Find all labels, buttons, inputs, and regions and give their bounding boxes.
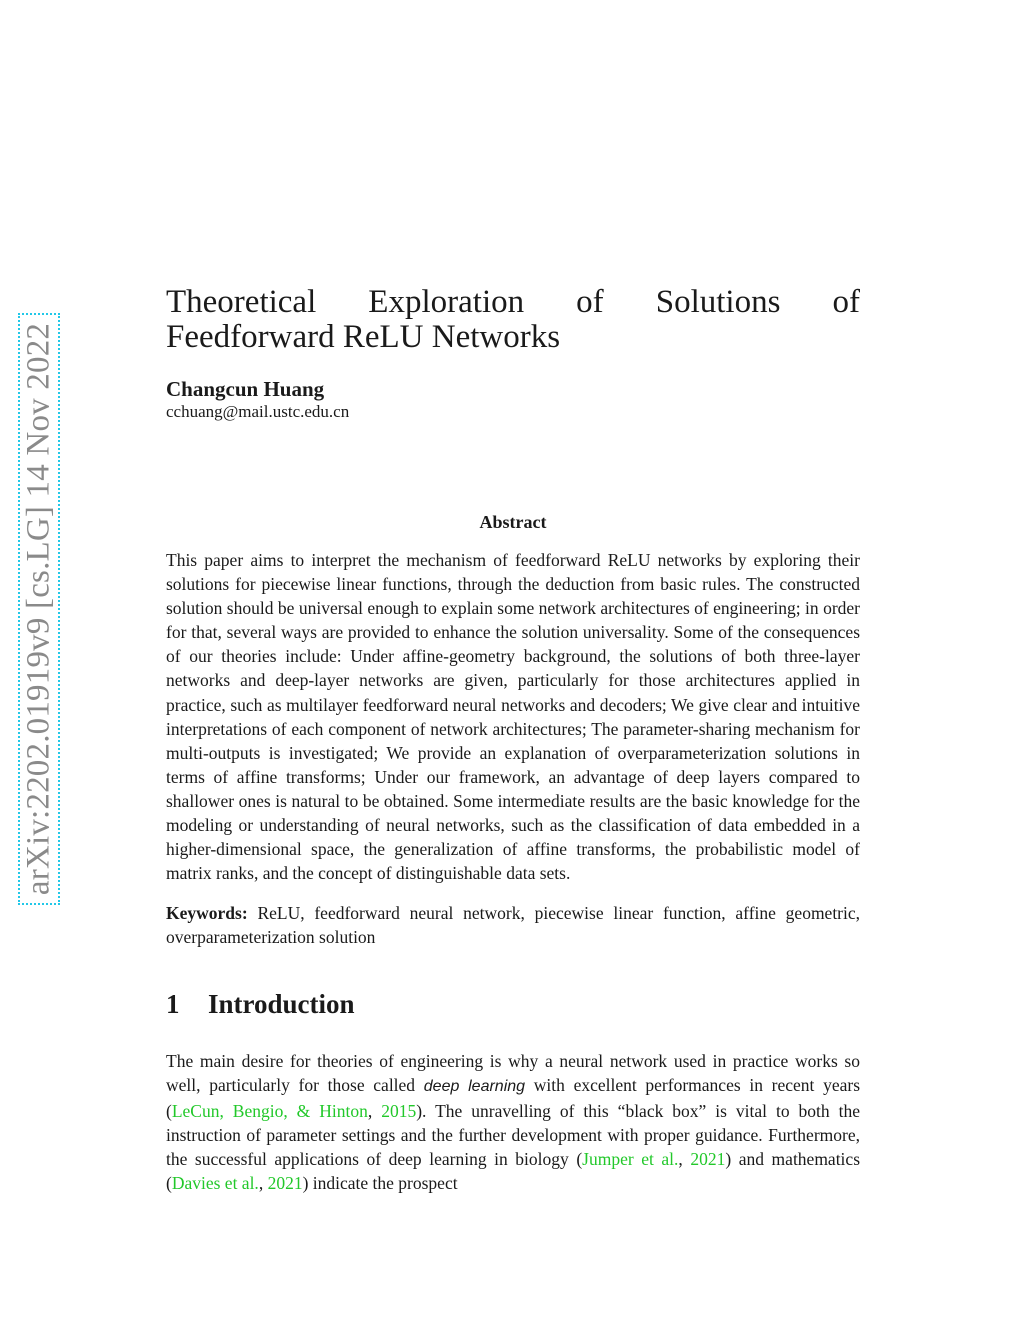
citation-link[interactable]: Davies et al. (171, 1172, 259, 1193)
abstract-text: This paper aims to interpret the mechanism of feedforward ReLU networks by exploring their solutions for piecewise linear functions, through the deduction from basic rules. The constructed solution should be universal enough to explain some network architectures of engineering; in order for that, several ways are provided to enhance the solution universality. Some of the consequences of our theories include: Under affine-geometry background, the solutions of both three-layer networks and deep-layer networks are given, particularly for those architectures applied in practice, such as multilayer feedforward neural networks and decoders; We give clear and intuitive interpretations of each component of network architectures; The parameter-sharing mechanism for multi-outputs is investigated; We provide an explanation of overparameterization solutions in terms of affine transforms; Under our framework, an advantage of deep layers compared to shallower ones is natural to be obtained. Some intermediate results are the basic knowledge for the modeling or understanding of neural networks, such as the classification of data embedded in a higher-dimensional space, the generalization of affine transforms, the probabilistic model of matrix ranks, and the concept of distinguishable data sets. (166, 550, 860, 884)
section-number: 1 (166, 988, 180, 1019)
citation-year-link[interactable]: 2015 (381, 1100, 417, 1121)
keywords (166, 901, 860, 949)
citation-separator: , (678, 1148, 691, 1169)
intro-paragraph (166, 1049, 860, 1196)
citation-year-link[interactable]: 2021 (267, 1172, 303, 1193)
keywords-text: ReLU, feedforward neural network, piecewise linear function, affine geometric, overparameterization solution (166, 903, 861, 948)
author-email: cchuang@mail.ustc.edu.cn (166, 402, 350, 421)
citation-separator: , (367, 1100, 382, 1121)
intro-text: ) and mathematics ( (166, 1148, 861, 1193)
intro-text: ) indicate the prospect (302, 1172, 458, 1193)
paper-page (166, 285, 860, 1195)
intro-text: The main desire for theories of engineering is why a neural network used in practice works so well, particularly for those called (166, 1050, 860, 1095)
abstract-heading: Abstract (479, 512, 547, 532)
arxiv-identifier: arXiv:2202.01919v9 [cs.LG] 14 Nov 2022 (20, 322, 57, 896)
author-name: Changcun Huang (166, 377, 325, 401)
intro-text: with excellent performances in recent years ( (166, 1074, 861, 1121)
citation-separator: , (258, 1172, 268, 1193)
paper-title: Theoretical Exploration of Solutions of Feedforward ReLU Networks (166, 284, 860, 355)
section-heading (166, 989, 860, 1019)
citation-year-link[interactable]: 2021 (690, 1148, 726, 1169)
citation-link[interactable]: LeCun, Bengio, & Hinton (171, 1100, 368, 1121)
arxiv-stamp (18, 313, 60, 905)
citation-link[interactable]: Jumper et al. (582, 1148, 679, 1169)
intro-text: ). The unravelling of this “black box” is vital to both the instruction of parameter settings and the further development with proper guidance. Furthermore, the successful applications of deep learning in biology ( (166, 1100, 861, 1169)
keywords-label: Keywords: (166, 903, 248, 924)
intro-emphasis: deep learning (423, 1077, 526, 1095)
section-title: Introduction (208, 988, 355, 1019)
